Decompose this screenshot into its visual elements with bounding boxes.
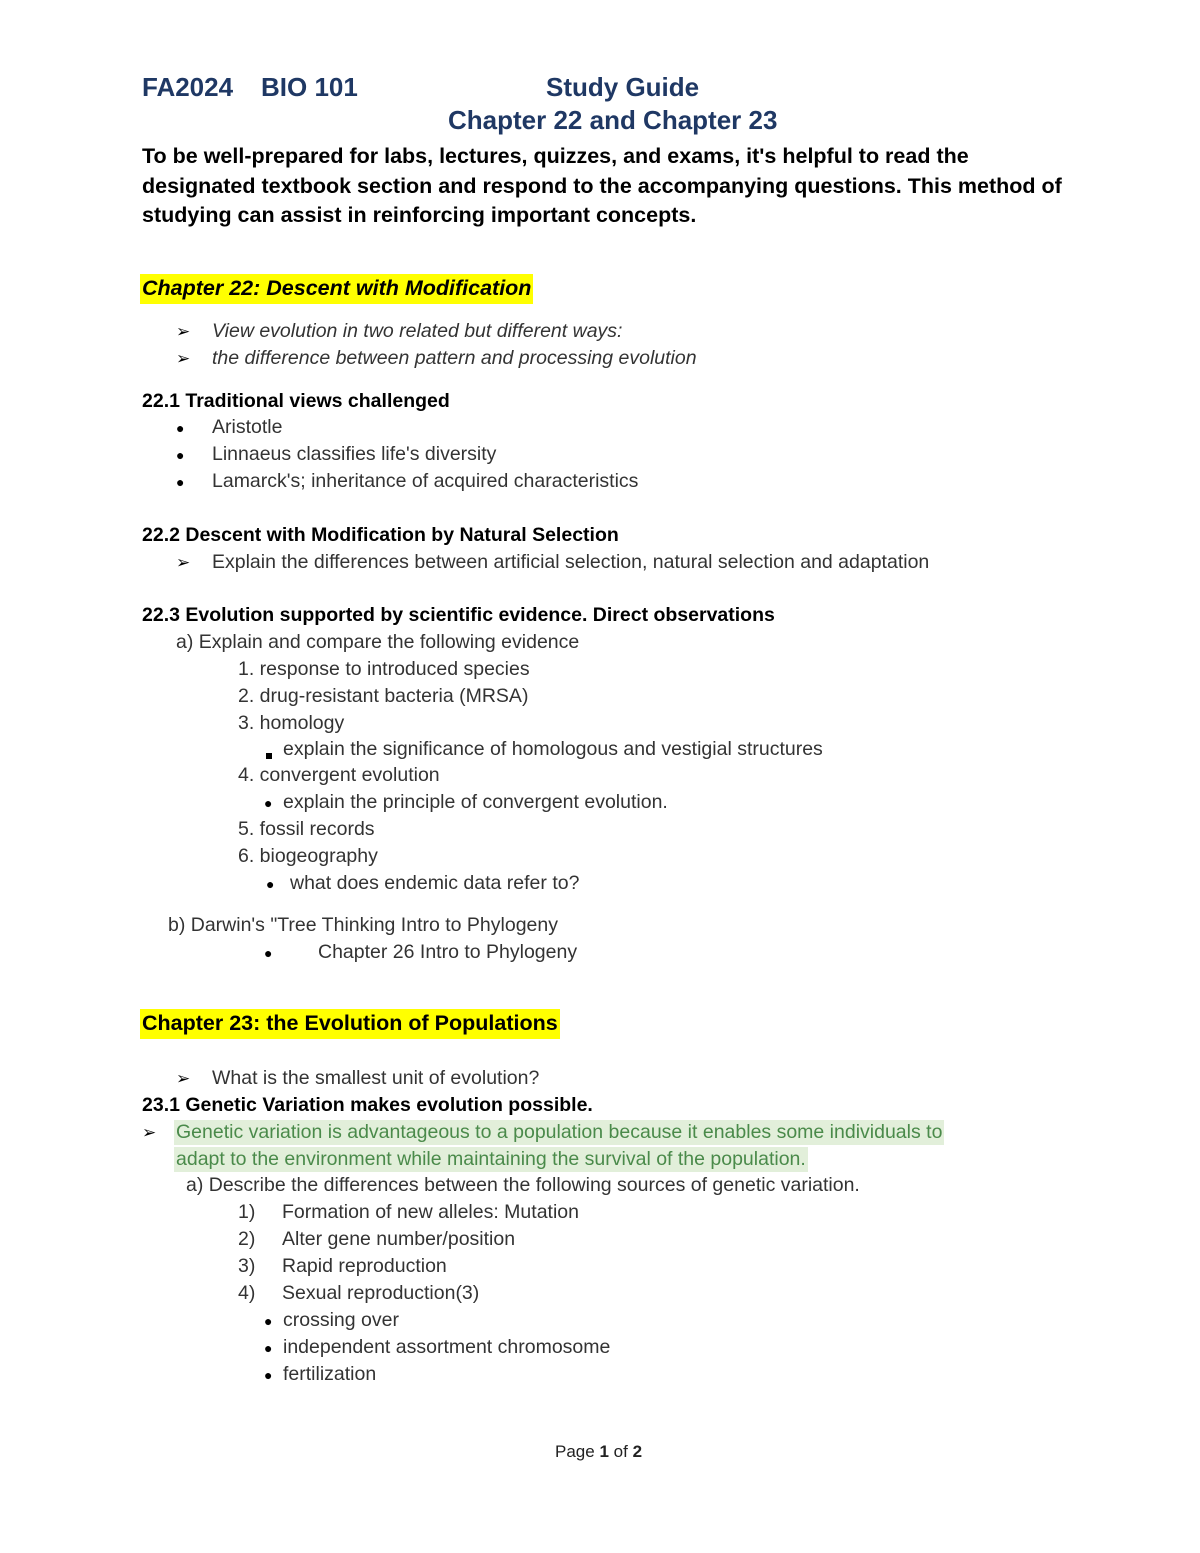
bullet-icon: ● — [266, 876, 275, 892]
sexual-item: crossing over — [283, 1309, 399, 1331]
intro-paragraph: To be well-prepared for labs, lectures, quizzes, and exams, it's helpful to read the designated textbook section and respond to the accompanying questions. This method of studying can assist in reinforcing important concepts. — [142, 144, 1062, 227]
section-23-1-title: 23.1 Genetic Variation makes evolution possible. — [142, 1094, 593, 1116]
sexual-item: fertilization — [283, 1363, 377, 1385]
of-word: of — [613, 1442, 628, 1461]
bullet-icon: ● — [176, 447, 185, 463]
chapter-22-title: Chapter 22: Descent with Modification — [140, 274, 533, 304]
evidence-item: 6. biogeography — [238, 845, 378, 867]
arrow-bullet-icon: ➢ — [176, 349, 191, 368]
list-item: Aristotle — [212, 416, 283, 438]
course-term: FA2024 — [142, 72, 234, 102]
bullet-icon: ● — [264, 1313, 273, 1329]
source-number: 4) — [238, 1282, 256, 1304]
doc-subtitle: Chapter 22 and Chapter 23 — [448, 105, 778, 135]
evidence-subitem: what does endemic data refer to? — [290, 872, 580, 894]
sexual-item: independent assortment chromosome — [283, 1336, 611, 1358]
arrow-bullet-icon: ➢ — [176, 1069, 191, 1088]
source-item: Alter gene number/position — [282, 1228, 516, 1250]
highlighted-statement: Genetic variation is advantageous to a population because it enables some individuals to — [176, 1121, 943, 1143]
bullet-icon: ● — [176, 420, 185, 436]
bullet-icon: ● — [264, 1340, 273, 1356]
list-item: Explain the differences between artificial selection, natural selection and adaptation — [212, 551, 930, 573]
goal-item: the difference between pattern and processing evolution — [212, 347, 697, 369]
source-number: 2) — [238, 1228, 256, 1250]
highlighted-statement: adapt to the environment while maintaining the survival of the population. — [176, 1148, 806, 1170]
evidence-item: 3. homology — [238, 712, 345, 734]
section-22-1-title: 22.1 Traditional views challenged — [142, 390, 450, 412]
page-number: 1 — [599, 1442, 609, 1461]
bullet-icon: ● — [176, 474, 185, 490]
bullet-icon: ● — [264, 945, 273, 961]
course-code: BIO 101 — [261, 72, 358, 102]
darwin-b-label: b) Darwin's "Tree Thinking Intro to Phylogeny — [168, 914, 558, 936]
phylogeny-item: Chapter 26 Intro to Phylogeny — [318, 941, 578, 963]
evidence-subitem: explain the principle of convergent evolution. — [283, 791, 668, 813]
evidence-subitem: explain the significance of homologous and vestigial structures — [283, 738, 823, 760]
evidence-item: 4. convergent evolution — [238, 764, 440, 786]
arrow-bullet-icon: ➢ — [142, 1123, 157, 1142]
sources-a-label: a) Describe the differences between the following sources of genetic variation. — [186, 1174, 860, 1196]
source-item: Rapid reproduction — [282, 1255, 447, 1277]
arrow-bullet-icon: ➢ — [176, 553, 191, 572]
evidence-item: 2. drug-resistant bacteria (MRSA) — [238, 685, 529, 707]
source-number: 1) — [238, 1201, 256, 1223]
goal-item: What is the smallest unit of evolution? — [212, 1067, 540, 1089]
source-item: Sexual reproduction(3) — [282, 1282, 480, 1304]
list-item: Lamarck's; inheritance of acquired characteristics — [212, 470, 639, 492]
evidence-a-label: a) Explain and compare the following evidence — [176, 631, 580, 653]
source-number: 3) — [238, 1255, 256, 1277]
page-total: 2 — [632, 1442, 643, 1461]
evidence-item: 5. fossil records — [238, 818, 375, 840]
bullet-icon: ● — [264, 1367, 273, 1383]
evidence-item: 1. response to introduced species — [238, 658, 530, 680]
goal-item: View evolution in two related but different ways: — [212, 320, 623, 342]
section-22-2-title: 22.2 Descent with Modification by Natural Selection — [142, 524, 619, 546]
chapter-23-title: Chapter 23: the Evolution of Populations — [140, 1009, 560, 1039]
source-item: Formation of new alleles: Mutation — [282, 1201, 579, 1223]
page-footer — [555, 1442, 642, 1462]
doc-title: Study Guide — [546, 72, 700, 102]
arrow-bullet-icon: ➢ — [176, 322, 191, 341]
bullet-icon: ● — [264, 795, 273, 811]
section-22-3-title: 22.3 Evolution supported by scientific evidence. Direct observations — [142, 604, 775, 626]
square-bullet-icon — [266, 746, 272, 764]
list-item: Linnaeus classifies life's diversity — [212, 443, 497, 465]
page-word: Page — [555, 1442, 595, 1461]
